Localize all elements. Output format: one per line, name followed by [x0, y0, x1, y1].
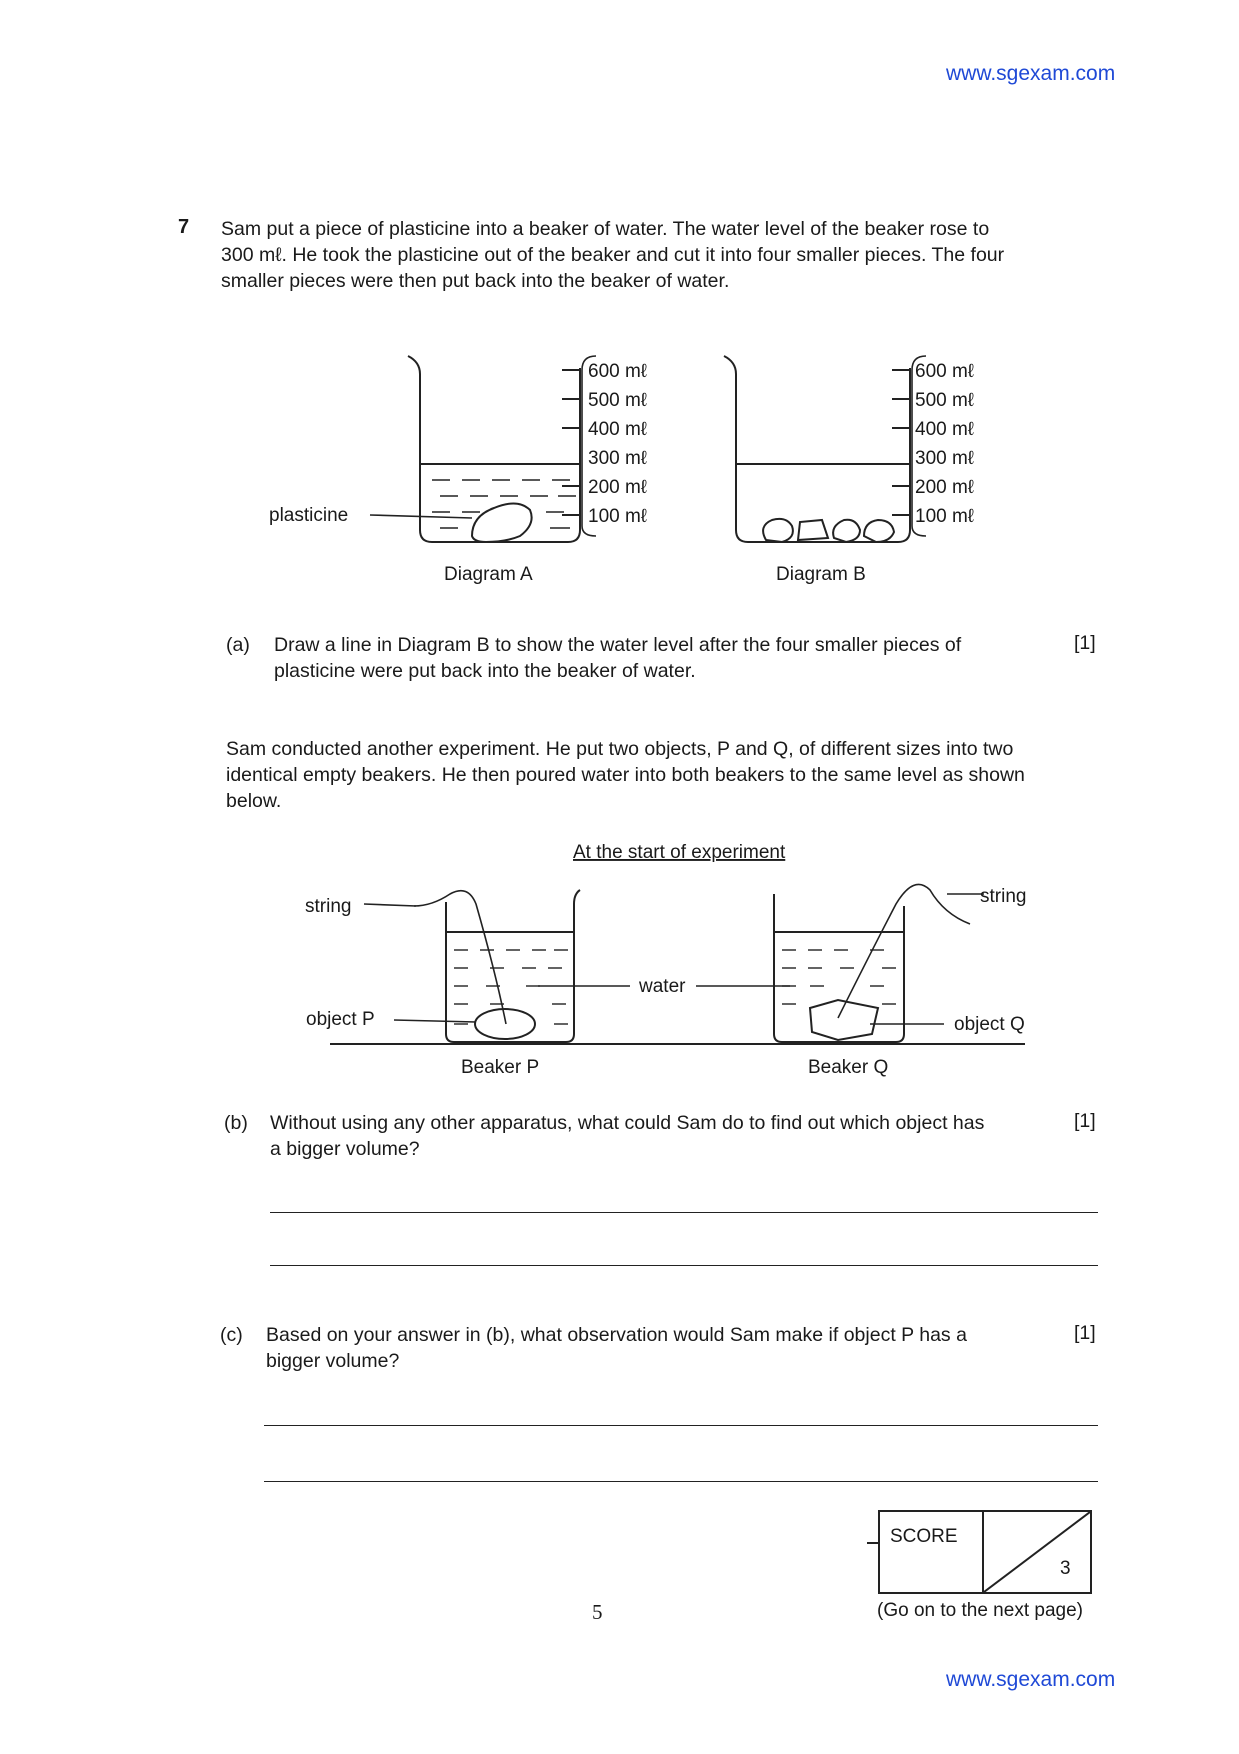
part-c-mark: [1] — [1074, 1322, 1096, 1344]
caption-diagram-b: Diagram B — [776, 564, 866, 585]
question-intro — [221, 216, 1101, 294]
beaker-b-outline — [724, 356, 910, 542]
part-c-line: Based on your answer in (b), what observation would Sam make if object P has a — [266, 1324, 967, 1346]
object-p-label: object P — [306, 1009, 375, 1030]
experiment-line: Sam conducted another experiment. He put two objects, P and Q, of different sizes into two — [226, 738, 1014, 760]
page-number: 5 — [592, 1600, 603, 1624]
part-b-answer-line-1[interactable] — [270, 1212, 1098, 1213]
piece-2 — [798, 520, 828, 540]
scale-b-300: 300 mℓ — [915, 448, 974, 469]
intro-line: smaller pieces were then put back into the beaker of water. — [221, 270, 730, 292]
experiment-line: identical empty beakers. He then poured water into both beakers to the same level as shown — [226, 764, 1025, 786]
header-url[interactable]: www.sgexam.com — [946, 62, 1116, 85]
string-left-label: string — [305, 896, 352, 917]
part-a-line: plasticine were put back into the beaker of water. — [274, 660, 696, 682]
beaker-q-label: Beaker Q — [808, 1057, 889, 1078]
water-label: water — [639, 976, 686, 997]
experiment-2-text — [226, 736, 1106, 814]
piece-4 — [864, 520, 894, 542]
string-right-label: string — [980, 886, 1027, 907]
question-number: 7 — [178, 216, 190, 238]
diagram-p-q — [290, 834, 1080, 1084]
piece-3 — [833, 520, 860, 542]
scale-b-600: 600 mℓ — [915, 361, 974, 382]
scale-b-500: 500 mℓ — [915, 390, 974, 411]
part-b-line: a bigger volume? — [270, 1138, 420, 1160]
scale-a-600: 600 mℓ — [588, 361, 647, 382]
scale-b-200: 200 mℓ — [915, 477, 974, 498]
part-c-label: (c) — [220, 1324, 243, 1346]
scale-b-100: 100 mℓ — [915, 506, 974, 527]
part-b-answer-line-2[interactable] — [270, 1265, 1098, 1266]
part-c-line: bigger volume? — [266, 1350, 400, 1372]
scale-a-200: 200 mℓ — [588, 477, 647, 498]
scale-a-500: 500 mℓ — [588, 390, 647, 411]
score-tick — [867, 1542, 879, 1544]
part-b-line: Without using any other apparatus, what could Sam do to find out which object has — [270, 1112, 985, 1134]
intro-line: 300 mℓ. He took the plasticine out of the beaker and cut it into four smaller pieces. The four — [221, 244, 1005, 266]
experiment-line: below. — [226, 790, 282, 812]
scale-a-400: 400 mℓ — [588, 419, 647, 440]
score-diagonal — [984, 1512, 1090, 1592]
footer-url[interactable]: www.sgexam.com — [946, 1668, 1116, 1691]
caption-diagram-a: Diagram A — [444, 564, 533, 585]
part-c-text — [266, 1322, 1066, 1374]
score-label-cell — [880, 1512, 984, 1592]
part-a-mark: [1] — [1074, 632, 1096, 654]
piece-1 — [763, 519, 793, 542]
part-c-answer-line-1[interactable] — [264, 1425, 1098, 1426]
part-c-answer-line-2[interactable] — [264, 1481, 1098, 1482]
scale-a-300: 300 mℓ — [588, 448, 647, 469]
plasticine-blob — [472, 503, 532, 542]
score-label: SCORE — [890, 1526, 958, 1547]
scale-b-400: 400 mℓ — [915, 419, 974, 440]
scale-a-100: 100 mℓ — [588, 506, 647, 527]
score-box — [878, 1510, 1092, 1594]
object-q-label: object Q — [954, 1014, 1025, 1035]
part-b-text — [270, 1110, 1065, 1162]
part-a-label: (a) — [226, 634, 250, 656]
go-on-text: (Go on to the next page) — [877, 1600, 1083, 1621]
diagram-a-b — [250, 340, 1030, 600]
score-total: 3 — [1060, 1558, 1071, 1579]
part-b-mark: [1] — [1074, 1110, 1096, 1132]
part-a-line: Draw a line in Diagram B to show the water level after the four smaller pieces of — [274, 634, 962, 656]
object-p-shape — [475, 1009, 535, 1039]
beaker-p-label: Beaker P — [461, 1057, 540, 1078]
plasticine-label: plasticine — [269, 505, 349, 526]
part-b-label: (b) — [224, 1112, 248, 1134]
part-a-text — [274, 632, 1064, 684]
intro-line: Sam put a piece of plasticine into a beaker of water. The water level of the beaker rose to — [221, 218, 990, 240]
diagram-pq-title: At the start of experiment — [573, 842, 786, 863]
